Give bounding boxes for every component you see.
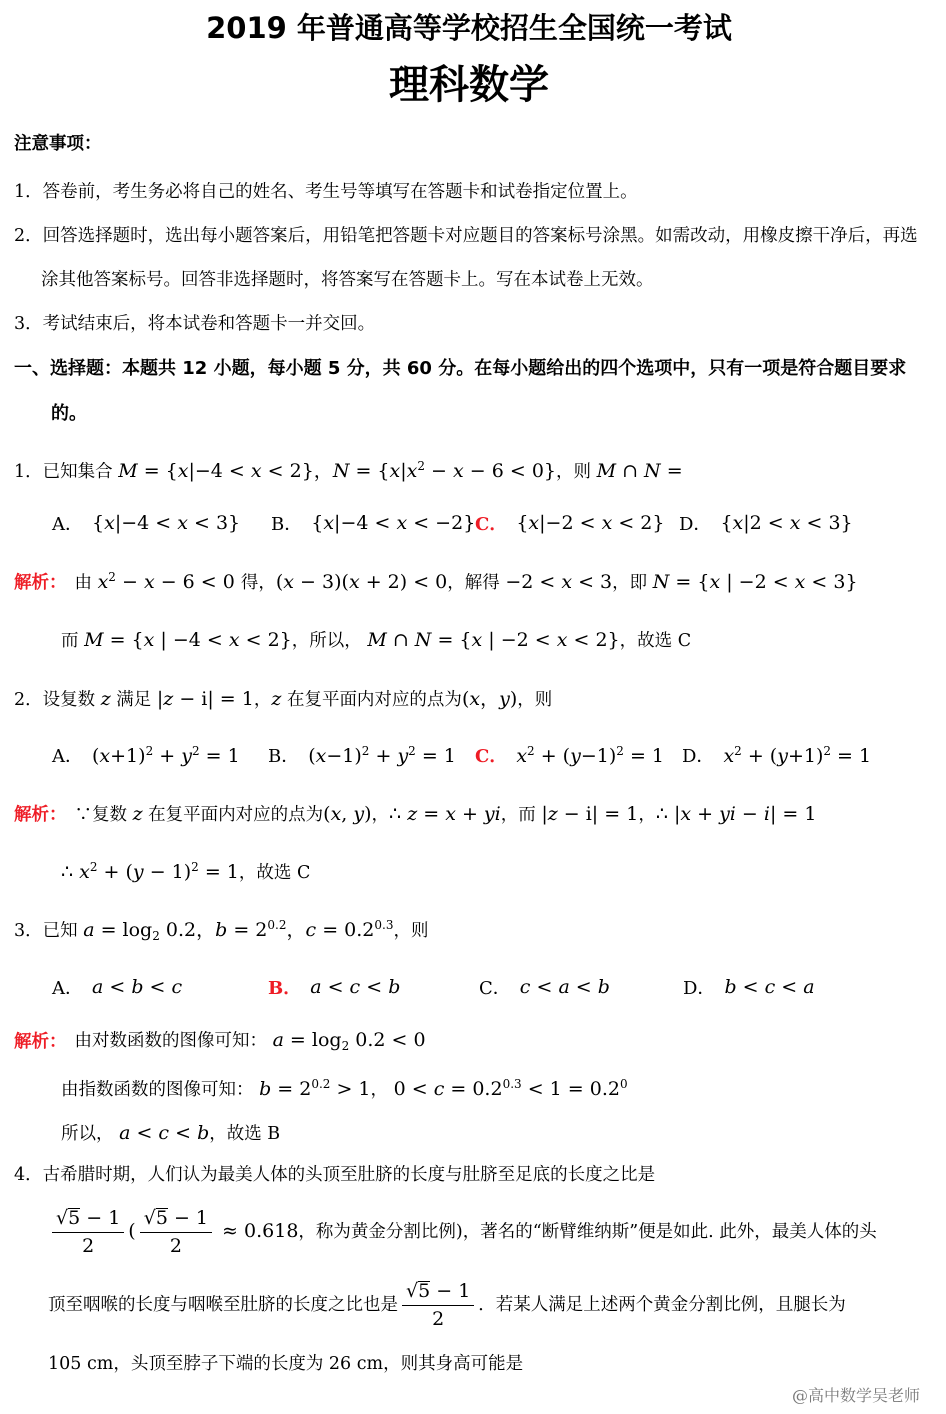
q2-stem-text: 2．设复数 z 满足 |z − i| = 1，z 在复平面内对应的点为(x，y)，则 [14, 687, 553, 710]
q2-option-c [475, 742, 682, 768]
analysis-label: 解析： [14, 1031, 67, 1052]
notice-item-1: 1．答卷前，考生务必将自己的姓名、考生号等填写在答题卡和试卷指定位置上。 [14, 182, 638, 202]
option-letter: D． [682, 746, 715, 767]
q4-stem-line-3 [14, 1270, 924, 1340]
q1-option-b [271, 510, 475, 536]
q2-options [14, 726, 924, 784]
q4-text: 顶至咽喉的长度与咽喉至肚脐的长度之比也是 $\frac{√5 - 1}{2}$ ．若某人满足上述两个黄金分割比例，且腿长为 [48, 1279, 846, 1330]
q3-stem-text: 3．已知 $a = \log_2 0.2$，$b = 2^{0.2}$，$c = 0.2^{0.3}$，则 [14, 918, 429, 943]
option-body: a < b < c [92, 976, 183, 998]
q2-option-b [268, 742, 475, 768]
option-body: {x|−4 < x < 3} [92, 512, 241, 534]
option-letter: A． [52, 978, 83, 999]
q4-stem-line-4 [14, 1340, 924, 1384]
q3-option-d [683, 974, 815, 1000]
q1-options [14, 494, 924, 552]
analysis-label: 解析： [14, 804, 67, 825]
notice-item-3: 3．考试结束后，将本试卷和答题卡一并交回。 [14, 314, 376, 334]
option-letter: B． [268, 978, 302, 999]
q1-stem-text: 1．已知集合 M = {x|−4 < x < 2}，$N = \{x|x^2 - x - 6 < 0\}$，则 M ∩ N = [14, 458, 683, 482]
option-body: {x|−2 < x < 2} [516, 512, 665, 534]
option-body: b < c < a [724, 976, 815, 998]
option-letter: D． [683, 978, 716, 999]
analysis-text: 由指数函数的图像可知： $b = 2^{0.2} > 1$， $0 < c = 0.2^{0.3} < 1 = 0.2^0$ [61, 1076, 628, 1100]
q4-text: $\frac{√5 - 1}{2}$ ( $\frac{√5 - 1}{2}$ ≈ 0.618，称为黄金分割比例)，著名的“断臂维纳斯”便是如此. 此外，最美人体的头 [48, 1207, 877, 1258]
option-letter: C． [475, 514, 508, 535]
q1-option-d [679, 510, 853, 536]
analysis-text: 而 M = {x | −4 < x < 2}，所以， M ∩ N = {x | −2 < x < 2}，故选 C [61, 628, 692, 651]
option-body: {x|2 < x < 3} [720, 512, 853, 534]
q2-analysis-line-1 [14, 784, 924, 842]
analysis-text: ∴ $x^2 + (y - 1)^2 = 1$，故选 C [61, 859, 311, 883]
analysis-text: 由对数函数的图像可知： $a = \log_2 0.2 < 0$ [74, 1029, 426, 1053]
q3-stem [14, 900, 924, 958]
option-body: $(x-1)^2 + y^2 = 1$ [308, 743, 456, 767]
q2-option-d [682, 742, 871, 768]
q3-option-b [268, 974, 479, 1000]
option-body: $(x+1)^2 + y^2 = 1$ [92, 743, 240, 767]
analysis-label: 解析： [14, 572, 67, 593]
option-body: c < a < b [519, 976, 610, 998]
option-body: $x^2 + (y+1)^2 = 1$ [723, 743, 872, 767]
q3-option-a [52, 974, 268, 1000]
q4-stem-line-2 [14, 1194, 924, 1270]
q3-analysis-line-3 [14, 1112, 924, 1152]
q1-option-a [52, 510, 271, 536]
option-letter: B． [268, 746, 300, 767]
q4-text: 4．古希腊时期，人们认为最美人体的头顶至肚脐的长度与肚脐至足底的长度之比是 [14, 1164, 656, 1185]
option-letter: C． [475, 746, 508, 767]
q1-stem [14, 444, 924, 494]
q3-analysis-line-1 [14, 1016, 924, 1064]
analysis-text: 所以， a < c < b，故选 B [61, 1121, 281, 1144]
q3-analysis [14, 1016, 924, 1152]
page-subtitle: 理科数学 [389, 62, 549, 108]
q4-stem-line-1 [14, 1152, 924, 1194]
q2-analysis-line-2 [14, 842, 924, 900]
option-letter: A． [52, 746, 83, 767]
q2-option-a [52, 742, 268, 768]
option-body: $x^2 + (y-1)^2 = 1$ [516, 743, 664, 767]
analysis-text: ∵复数 z 在复平面内对应的点为(x, y)，∴ z = x + yi，而 |z − i| = 1，∴ |x + yi − i| = 1 [74, 802, 817, 825]
analysis-text: 由 $x^2 - x - 6 < 0$ 得，(x − 3)(x + 2) < 0，解得 −2 < x < 3，即 N = {x | −2 < x < 3} [74, 569, 858, 593]
q1-analysis-line-1 [14, 552, 924, 610]
option-body: {x|−4 < x < −2} [311, 512, 476, 534]
q4-text: 105 cm，头顶至脖子下端的长度为 26 cm，则其身高可能是 [48, 1353, 524, 1374]
q3-options [14, 958, 924, 1016]
q2-stem [14, 668, 924, 726]
notice-item-2: 2．回答选择题时，选出每小题答案后，用铅笔把答题卡对应题目的答案标号涂黑。如需改动，用橡皮擦干净后，再选涂其他答案标号。回答非选择题时，将答案写在答题卡上。写在本试卷上无效。 [14, 226, 918, 290]
option-body: a < c < b [310, 976, 401, 998]
page-title: 2019 年普通高等学校招生全国统一考试 [206, 11, 732, 45]
option-letter: B． [271, 514, 303, 535]
q1-option-c [475, 510, 679, 536]
option-letter: C． [479, 978, 511, 999]
section-heading: 一、选择题：本题共 12 小题，每小题 5 分，共 60 分。在每小题给出的四个选项中，只有一项是符合题目要求的。 [14, 358, 907, 424]
q3-option-c [479, 974, 683, 1000]
notices-heading: 注意事项： [14, 134, 102, 154]
option-letter: D． [679, 514, 712, 535]
q3-analysis-line-2 [14, 1064, 924, 1112]
q1-analysis-line-2 [14, 610, 924, 668]
option-letter: A． [52, 514, 83, 535]
watermark-author: @高中数学吴老师 [791, 1386, 920, 1405]
